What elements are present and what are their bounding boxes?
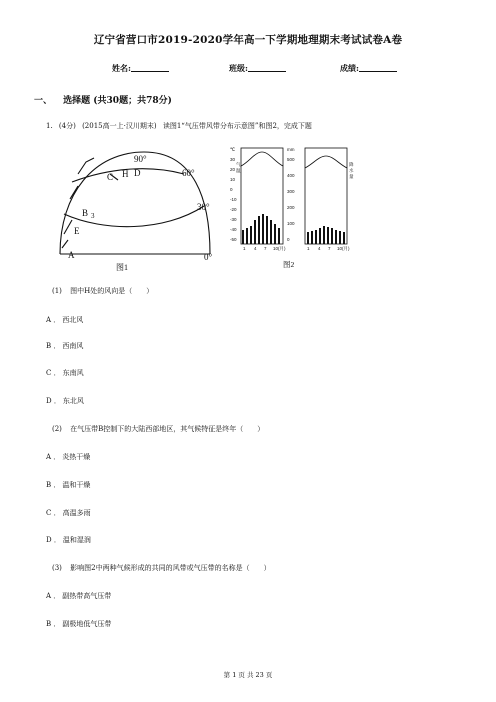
left-precip-bar-2 xyxy=(246,228,248,244)
right-axis-200: 200 xyxy=(287,205,295,210)
right-axis-unit: mm xyxy=(287,147,295,152)
page-footer: 第 1 页 共 23 页 xyxy=(223,671,273,679)
left-axis-20: 20 xyxy=(230,167,236,172)
option-text: 副极地低气压带 xyxy=(62,620,112,628)
option-letter: D xyxy=(46,397,52,405)
left-axis-m30: -30 xyxy=(230,217,237,222)
label-a: A xyxy=(68,250,75,260)
option-letter: B xyxy=(46,342,52,350)
label-e: E xyxy=(74,226,80,236)
right-chart-frame xyxy=(305,148,347,244)
right-vlabel-2: 水 xyxy=(349,168,354,173)
subquestion-3-stem: 影响图2中两种气候形成的共同的风带或气压带的名称是（ ） xyxy=(70,564,271,572)
option-letter: B xyxy=(46,620,52,628)
right-precip-bar-6 xyxy=(327,227,329,244)
option-text: 西北风 xyxy=(62,316,84,324)
left-vlabel-2: 温 xyxy=(236,168,241,173)
q3-option-b[interactable]: B ． 副极地低气压带 xyxy=(46,620,112,628)
subquestion-1-stem: 图中H处的风向是（ ） xyxy=(70,287,154,295)
right-precip-bar-4 xyxy=(319,228,321,244)
subquestion-2-label: (2) xyxy=(52,425,62,433)
label-d: D xyxy=(134,168,141,178)
label-0: 0° xyxy=(204,252,213,262)
score-label: 成绩: xyxy=(340,63,359,73)
left-vlabel-1: 气 xyxy=(236,162,241,167)
left-precip-bar-5 xyxy=(258,216,260,244)
left-month-10: 10(月) xyxy=(273,246,286,251)
section-title: 选择题 (共30题；共78分) xyxy=(63,96,172,106)
right-vlabel-1: 降 xyxy=(349,162,354,167)
left-axis-unit: ℃ xyxy=(230,147,236,152)
question-source: (2015高一上·汉川期末) xyxy=(82,122,157,130)
label-60: 60° xyxy=(182,168,195,178)
left-axis-m50: -50 xyxy=(230,237,237,242)
left-precip-bar-1 xyxy=(242,230,244,244)
page-title: 辽宁省营口市2019-2020学年高一下学期地理期末考试试卷A卷 xyxy=(93,34,403,46)
right-precip-bar-2 xyxy=(311,231,313,244)
question-number: 1. xyxy=(46,122,53,130)
left-precip-bar-10 xyxy=(278,228,280,244)
subquestion-1-label: (1) xyxy=(52,287,62,295)
right-precip-bar-7 xyxy=(331,228,333,244)
subquestion-1 xyxy=(52,286,153,296)
option-text: 西南风 xyxy=(62,342,84,350)
q1-option-b[interactable]: B ． 西南风 xyxy=(46,342,84,350)
right-month-10: 10(月) xyxy=(337,246,350,251)
right-precip-bar-5 xyxy=(323,226,325,244)
left-month-4: 4 xyxy=(254,246,257,251)
left-month-1: 1 xyxy=(243,246,246,251)
right-precip-bar-10 xyxy=(343,232,345,244)
class-label: 班级: xyxy=(229,63,248,73)
option-text: 东南风 xyxy=(62,369,84,377)
option-text: 温和湿润 xyxy=(62,536,91,544)
label-b3: 3 xyxy=(91,212,95,220)
left-precip-bar-7 xyxy=(266,216,268,244)
right-axis-100: 100 xyxy=(287,221,295,226)
q1-option-a[interactable]: A ． 西北风 xyxy=(46,316,84,324)
figure-1-caption: 图1 xyxy=(116,263,128,272)
right-axis-0: 0 xyxy=(287,237,290,242)
right-vlabel-3: 量 xyxy=(349,174,354,179)
right-month-7: 7 xyxy=(328,246,331,251)
class-field xyxy=(229,63,286,74)
left-month-7: 7 xyxy=(264,246,267,251)
left-axis-0: 0 xyxy=(230,187,233,192)
option-letter: D xyxy=(46,536,52,544)
left-axis-30: 30 xyxy=(230,157,236,162)
left-axis-m10: -10 xyxy=(230,197,237,202)
left-precip-bar-9 xyxy=(274,224,276,244)
right-temp-curve xyxy=(305,156,347,168)
name-field xyxy=(112,63,169,74)
right-precip-bar-9 xyxy=(339,231,341,244)
wind-arrow-lower xyxy=(64,220,72,234)
right-axis-400: 400 xyxy=(287,173,295,178)
q2-option-c[interactable]: C ． 高温多雨 xyxy=(46,509,91,517)
left-temp-curve xyxy=(241,152,283,166)
wind-arrow-bottom xyxy=(62,240,68,248)
wind-arrow-mid xyxy=(70,186,78,199)
right-month-4: 4 xyxy=(318,246,321,251)
option-text: 副热带高气压带 xyxy=(62,592,112,600)
question-1-stem xyxy=(46,121,316,131)
score-blank[interactable] xyxy=(359,63,397,72)
label-30: 30° xyxy=(197,202,210,212)
label-90: 90° xyxy=(134,154,147,164)
name-label: 姓名: xyxy=(112,63,131,73)
right-axis-500: 500 xyxy=(287,157,295,162)
section-number: 一、 xyxy=(34,96,53,106)
option-text: 炎热干燥 xyxy=(62,453,91,461)
left-precip-bar-8 xyxy=(270,220,272,244)
q3-option-a[interactable]: A ． 副热带高气压带 xyxy=(46,592,112,600)
q2-option-b[interactable]: B ． 温和干燥 xyxy=(46,481,91,489)
section-heading xyxy=(34,93,172,106)
option-text: 温和干燥 xyxy=(62,481,91,489)
score-field xyxy=(340,63,397,74)
label-c: C xyxy=(107,172,114,182)
q2-option-a[interactable]: A ． 炎热干燥 xyxy=(46,453,91,461)
option-letter: A xyxy=(46,453,52,461)
right-month-1: 1 xyxy=(307,246,310,251)
right-precip-bar-1 xyxy=(307,232,309,244)
q1-option-d[interactable]: D ． 东北风 xyxy=(46,397,84,405)
option-letter: B xyxy=(46,481,52,489)
q1-option-c[interactable]: C ． 东南风 xyxy=(46,369,84,377)
subquestion-2-stem: 在气压带B控制下的大陆西部地区，其气候特征是终年（ ） xyxy=(70,425,265,433)
left-precip-bar-4 xyxy=(254,220,256,244)
label-b: B xyxy=(82,208,89,218)
figure-1-pressure-wind-belts xyxy=(34,144,220,272)
option-text: 高温多雨 xyxy=(62,509,91,517)
left-axis-10: 10 xyxy=(230,177,236,182)
subquestion-2 xyxy=(52,424,264,434)
label-h: H xyxy=(122,169,129,179)
option-letter: A xyxy=(46,316,52,324)
option-text: 东北风 xyxy=(62,397,84,405)
left-precip-bar-3 xyxy=(250,226,252,244)
subquestion-3-label: (3) xyxy=(52,564,62,572)
option-letter: C xyxy=(46,509,52,517)
figure-2-climate-charts xyxy=(229,144,353,272)
option-letter: C xyxy=(46,369,52,377)
q2-option-d[interactable]: D ． 温和湿润 xyxy=(46,536,91,544)
question-points: (4分) xyxy=(58,122,76,130)
figure-2-caption: 图2 xyxy=(283,260,295,269)
right-axis-300: 300 xyxy=(287,189,295,194)
left-axis-m40: -40 xyxy=(230,227,237,232)
name-blank[interactable] xyxy=(131,63,169,72)
class-blank[interactable] xyxy=(248,63,286,72)
left-precip-bar-6 xyxy=(262,214,264,244)
left-axis-m20: -20 xyxy=(230,207,237,212)
question-text: 读图1“气压带风带分布示意图”和图2，完成下题 xyxy=(162,122,312,130)
option-letter: A xyxy=(46,592,52,600)
subquestion-3 xyxy=(52,563,271,573)
right-precip-bar-3 xyxy=(315,230,317,244)
right-precip-bar-8 xyxy=(335,230,337,244)
